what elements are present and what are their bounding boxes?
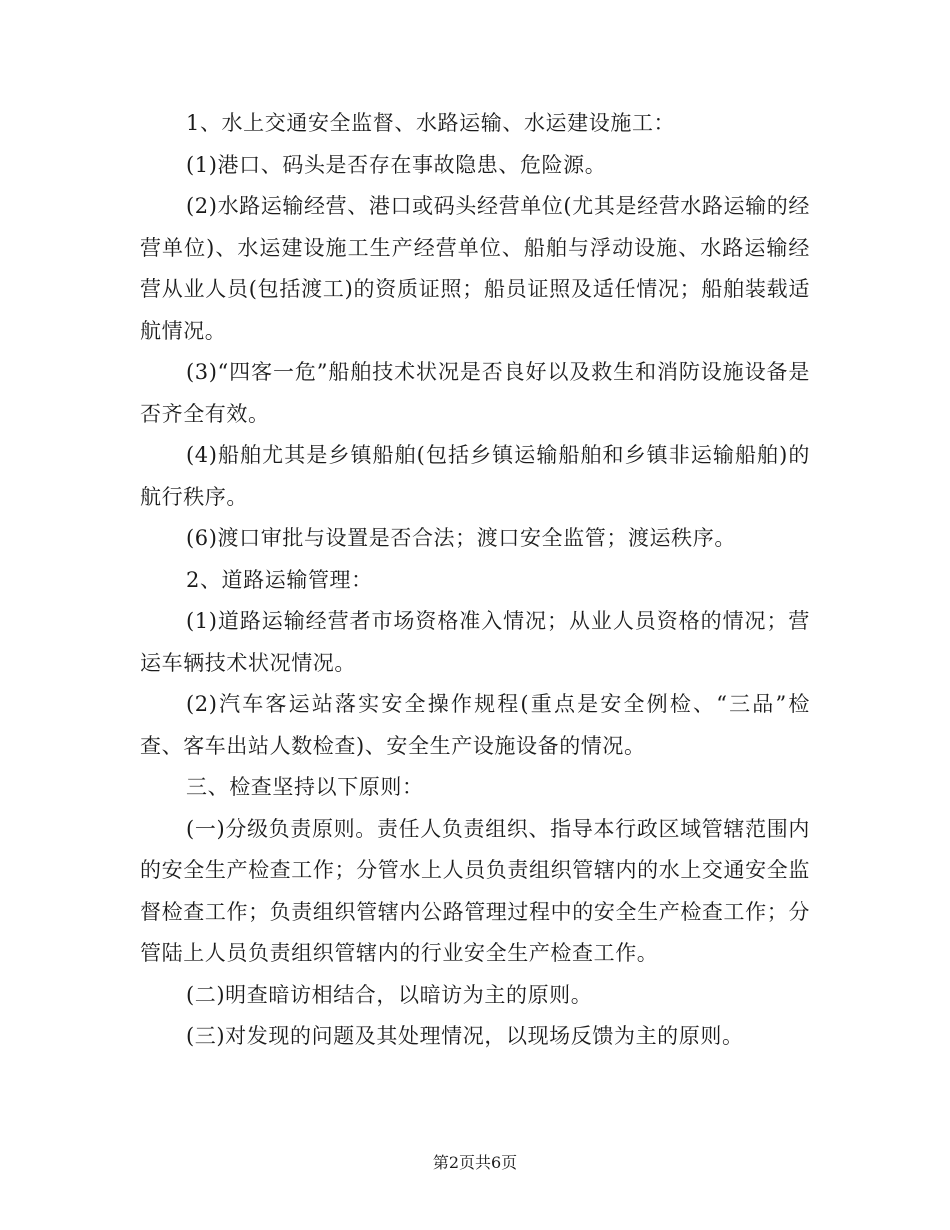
page-number: 第2页共6页: [432, 1153, 518, 1172]
paragraph: (1)道路运输经营者市场资格准入情况；从业人员资格的情况；营运车辆技术状况情况。: [140, 609, 810, 675]
paragraph: (一)分级负责原则。责任人负责组织、指导本行政区域管辖范围内的安全生产检查工作；分管水上人员负责组织管辖内的水上交通安全监督检查工作；负责组织管辖内公路管理过程中的安全生产检查工作；分管陆上人员负责组织管辖内的行业安全生产检查工作。: [140, 816, 810, 965]
paragraph: (1)港口、码头是否存在事故隐患、危险源。: [186, 152, 607, 177]
section-heading: 2、道路运输管理：: [186, 567, 373, 592]
paragraph: (3)“四客一危”船舶技术状况是否良好以及救生和消防设施设备是否齐全有效。: [140, 360, 810, 426]
paragraph: (二)明查暗访相结合，以暗访为主的原则。: [186, 982, 593, 1007]
paragraph: (6)渡口审批与设置是否合法；渡口安全监管；渡运秩序。: [186, 526, 736, 550]
document-body: [140, 103, 810, 1058]
paragraph: (2)汽车客运站落实安全操作规程(重点是安全例检、“三品”检查、客车出站人数检查)、安全生产设施设备的情况。: [140, 692, 810, 758]
paragraph: (三)对发现的问题及其处理情况，以现场反馈为主的原则。: [186, 1024, 744, 1048]
paragraph: (4)船舶尤其是乡镇船舶(包括乡镇运输船舶和乡镇非运输船舶)的航行秩序。: [140, 443, 810, 509]
paragraph: (2)水路运输经营、港口或码头经营单位(尤其是经营水路运输的经营单位)、水运建设施工生产经营单位、船舶与浮动设施、水路运输经营从业人员(包括渡工)的资质证照；船员证照及适任情况；船舶装载适航情况。: [140, 194, 810, 343]
paragraph: 1、水上交通安全监督、水路运输、水运建设施工：: [186, 111, 676, 135]
section-heading: 三、检查坚持以下原则：: [186, 775, 424, 799]
